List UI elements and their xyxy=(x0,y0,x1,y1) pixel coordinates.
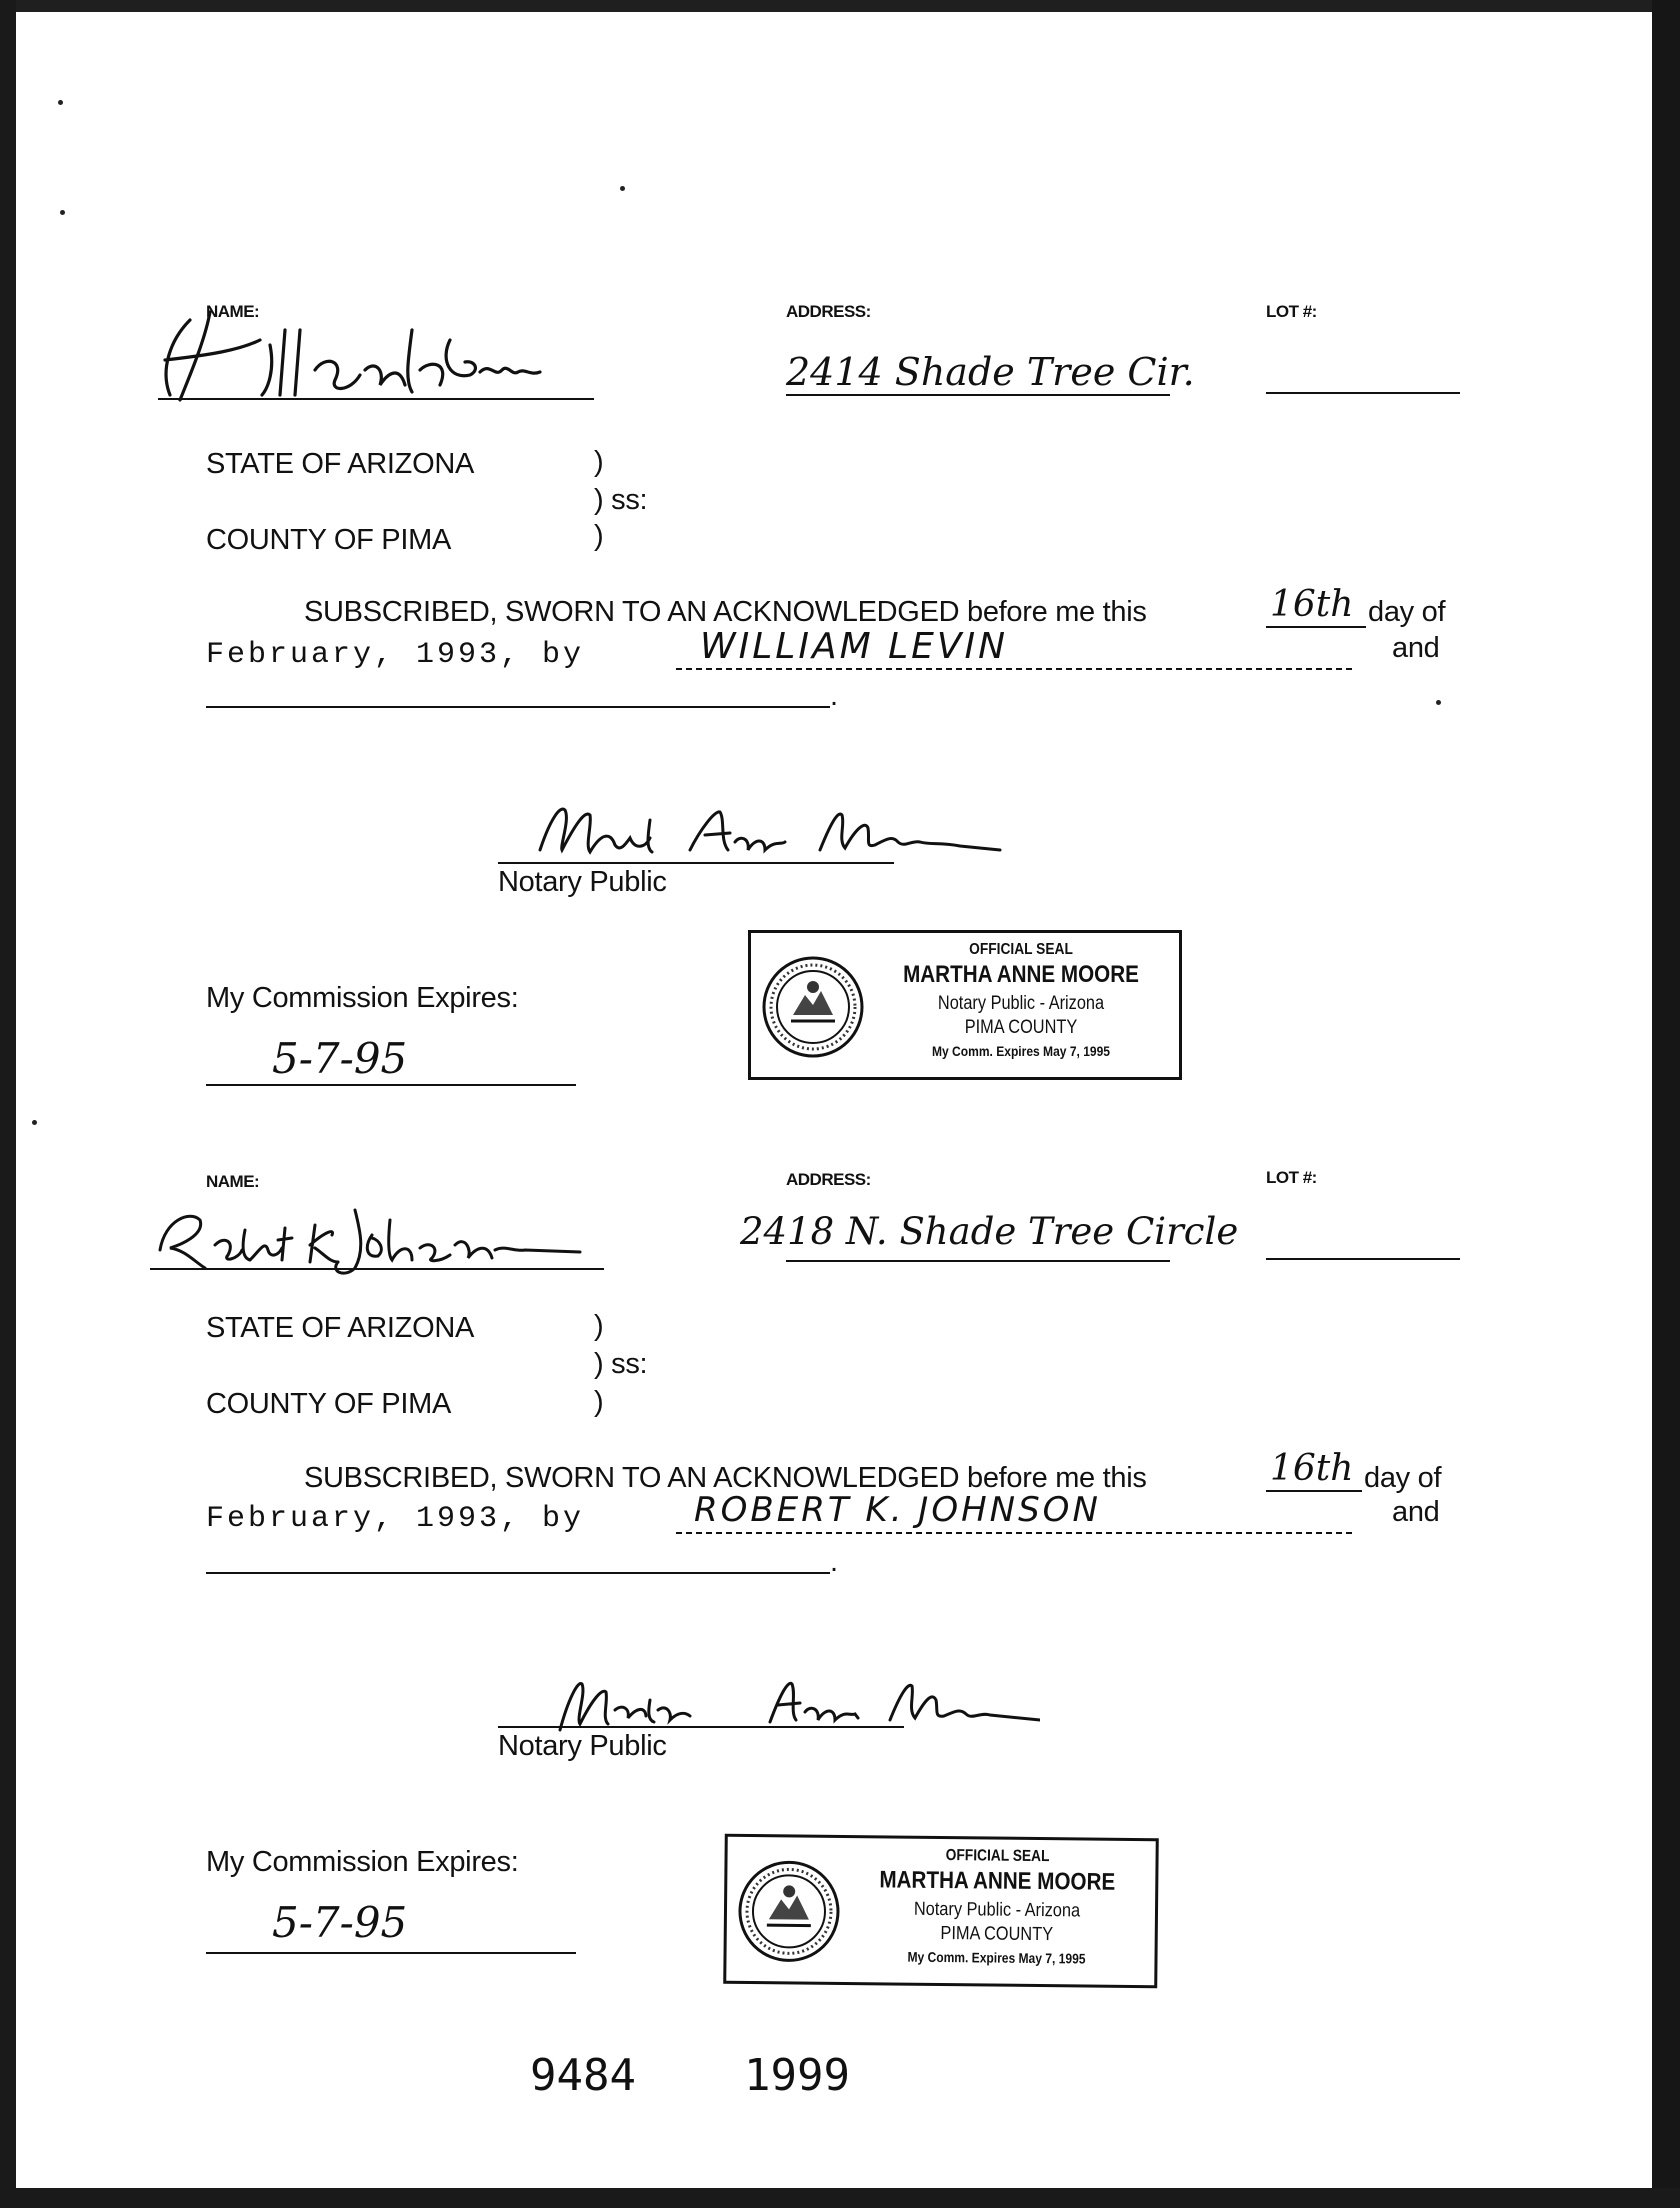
footer-number-left: 9484 xyxy=(530,2050,636,2101)
ss-label: ) ss: xyxy=(594,1348,648,1380)
official-seal xyxy=(748,930,1182,1080)
seal-name: MARTHA ANNE MOORE xyxy=(903,961,1139,988)
address-label: ADDRESS: xyxy=(786,302,871,321)
commission-value: 5-7-95 xyxy=(272,1034,408,1083)
day-line xyxy=(1266,1490,1362,1492)
lot-label: LOT #: xyxy=(1266,302,1317,321)
lot-label: LOT #: xyxy=(1266,1168,1317,1187)
february-text: February, 1993, by xyxy=(206,1502,585,1536)
blank-line xyxy=(206,1572,830,1574)
february-text: February, 1993, by xyxy=(206,638,585,672)
subscribed-text: SUBSCRIBED, SWORN TO AN ACKNOWLEDGED before me this xyxy=(304,596,1147,628)
paren: ) xyxy=(594,520,604,552)
notary-public-label: Notary Public xyxy=(498,866,667,898)
printed-name: WILLIAM LEVIN xyxy=(700,626,1009,667)
address-value: 2414 Shade Tree Cir. xyxy=(786,350,1195,394)
ss-label: ) ss: xyxy=(594,484,648,516)
trailing-period: . xyxy=(830,1546,838,1578)
commission-label: My Commission Expires: xyxy=(206,1846,519,1878)
state-seal-icon xyxy=(761,955,865,1059)
day-of-text: day of xyxy=(1368,596,1446,628)
and-text: and xyxy=(1392,1496,1440,1528)
commission-line xyxy=(206,1952,576,1954)
seal-title: OFFICIAL SEAL xyxy=(969,941,1073,958)
and-text: and xyxy=(1392,632,1440,664)
notary-signature xyxy=(520,1660,1040,1740)
footer-number-right: 1999 xyxy=(744,2050,850,2101)
seal-line-3: My Comm. Expires May 7, 1995 xyxy=(931,1043,1111,1059)
printed-name-line xyxy=(676,1532,1352,1534)
name-label: NAME: xyxy=(206,1172,260,1191)
official-seal xyxy=(723,1834,1159,1989)
seal-line-1: Notary Public - Arizona xyxy=(913,1898,1081,1922)
county-line: COUNTY OF PIMA xyxy=(206,1388,452,1420)
subscribed-text: SUBSCRIBED, SWORN TO AN ACKNOWLEDGED before me this xyxy=(304,1462,1147,1494)
day-value: 16th xyxy=(1270,1448,1354,1489)
state-seal-icon xyxy=(736,1859,841,1964)
county-line: COUNTY OF PIMA xyxy=(206,524,452,556)
commission-line xyxy=(206,1084,576,1086)
name-label: NAME: xyxy=(206,302,260,321)
seal-title: OFFICIAL SEAL xyxy=(945,1847,1050,1866)
commission-label: My Commission Expires: xyxy=(206,982,519,1014)
signer-signature xyxy=(150,1190,620,1280)
lot-line xyxy=(1266,1258,1460,1260)
seal-line-1: Notary Public - Arizona xyxy=(937,993,1105,1014)
state-line: STATE OF ARIZONA xyxy=(206,448,475,480)
printed-name: ROBERT K. JOHNSON xyxy=(694,1490,1101,1530)
notary-public-label: Notary Public xyxy=(498,1730,667,1762)
paren: ) xyxy=(594,446,604,478)
paren: ) xyxy=(594,1386,604,1418)
signer-signature-line xyxy=(150,1268,604,1270)
seal-line-2: PIMA COUNTY xyxy=(964,1017,1078,1038)
notary-signature-line xyxy=(498,1726,904,1728)
day-value: 16th xyxy=(1270,584,1354,625)
scan-edge-bottom xyxy=(0,2188,1680,2208)
commission-value: 5-7-95 xyxy=(272,1898,408,1947)
day-of-text: day of xyxy=(1364,1462,1442,1494)
state-line: STATE OF ARIZONA xyxy=(206,1312,475,1344)
paren: ) xyxy=(594,1310,604,1342)
seal-name: MARTHA ANNE MOORE xyxy=(879,1866,1116,1896)
address-value: 2418 N. Shade Tree Circle xyxy=(740,1210,1239,1253)
scan-speck xyxy=(32,1120,37,1125)
address-line xyxy=(786,1260,1170,1262)
seal-line-2: PIMA COUNTY xyxy=(940,1922,1054,1946)
seal-line-3: My Comm. Expires May 7, 1995 xyxy=(907,1948,1086,1967)
address-label: ADDRESS: xyxy=(786,1170,871,1189)
trailing-period: . xyxy=(830,680,838,712)
